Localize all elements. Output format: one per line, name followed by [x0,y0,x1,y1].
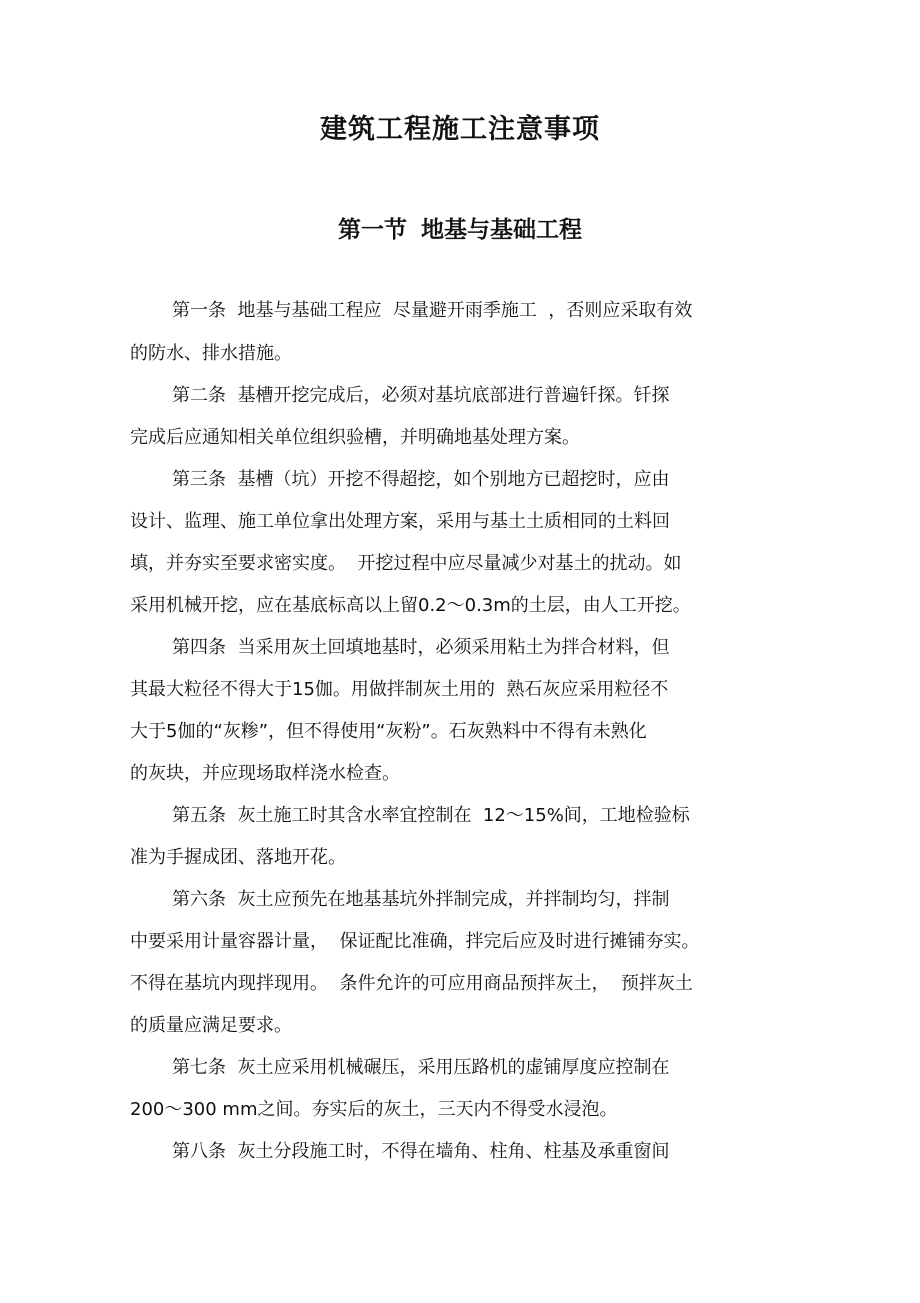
text-line: 第六条 灰土应预先在地基基坑外拌制完成，并拌制均匀，拌制 [172,889,670,910]
text-line: 第一条 地基与基础工程应 尽量避开雨季施工 ，否则应采取有效 [172,300,693,321]
text-line: 准为手握成团、落地开花。 [130,847,346,868]
text-line: 采用机械开挖，应在基底标高以上留0.2～0.3m的土层，由人工开挖。 [130,595,691,616]
text-line: 第五条 灰土施工时其含水率宜控制在 12～15%间，工地检验标 [172,805,690,826]
text-line: 第七条 灰土应采用机械碾压，采用压路机的虚铺厚度应控制在 [172,1057,670,1078]
document-title: 建筑工程施工注意事项 [320,114,600,145]
section-name: 地基与基础工程 [421,217,582,243]
text-line: 的防水、排水措施。 [130,343,292,364]
text-line: 第八条 灰土分段施工时，不得在墙角、柱角、柱基及承重窗间 [172,1141,670,1162]
section-heading [0,210,920,250]
text-line: 第四条 当采用灰土回填地基时，必须采用粘土为拌合材料，但 [172,637,670,658]
text-line: 200～300 mm之间。夯实后的灰土，三天内不得受水浸泡。 [130,1099,618,1120]
text-line: 不得在基坑内现拌现用。 条件允许的可应用商品预拌灰土， 预拌灰土 [130,973,693,994]
text-line: 其最大粒径不得大于15伽。用做拌制灰土用的 熟石灰应采用粒径不 [130,679,669,700]
text-line: 完成后应通知相关单位组织验槽，并明确地基处理方案。 [130,427,580,448]
text-line: 大于5伽的“灰糁”，但不得使用“灰粉”。石灰熟料中不得有未熟化 [130,721,647,742]
text-line: 中要采用计量容器计量， 保证配比准确，拌完后应及时进行摊铺夯实。 [130,931,700,952]
text-line: 的质量应满足要求。 [130,1015,292,1036]
text-line: 的灰块，并应现场取样浇水检查。 [130,763,400,784]
text-line: 第二条 基槽开挖完成后，必须对基坑底部进行普遍钎探。钎探 [172,385,670,406]
text-line: 设计、监理、施工单位拿出处理方案，采用与基土土质相同的土料回 [130,511,670,532]
text-line: 第三条 基槽（坑）开挖不得超挖，如个别地方已超挖时，应由 [172,469,670,490]
section-number: 第一节 [338,217,407,243]
text-line: 填，并夯实至要求密实度。 开挖过程中应尽量减少对基土的扰动。如 [130,553,682,574]
